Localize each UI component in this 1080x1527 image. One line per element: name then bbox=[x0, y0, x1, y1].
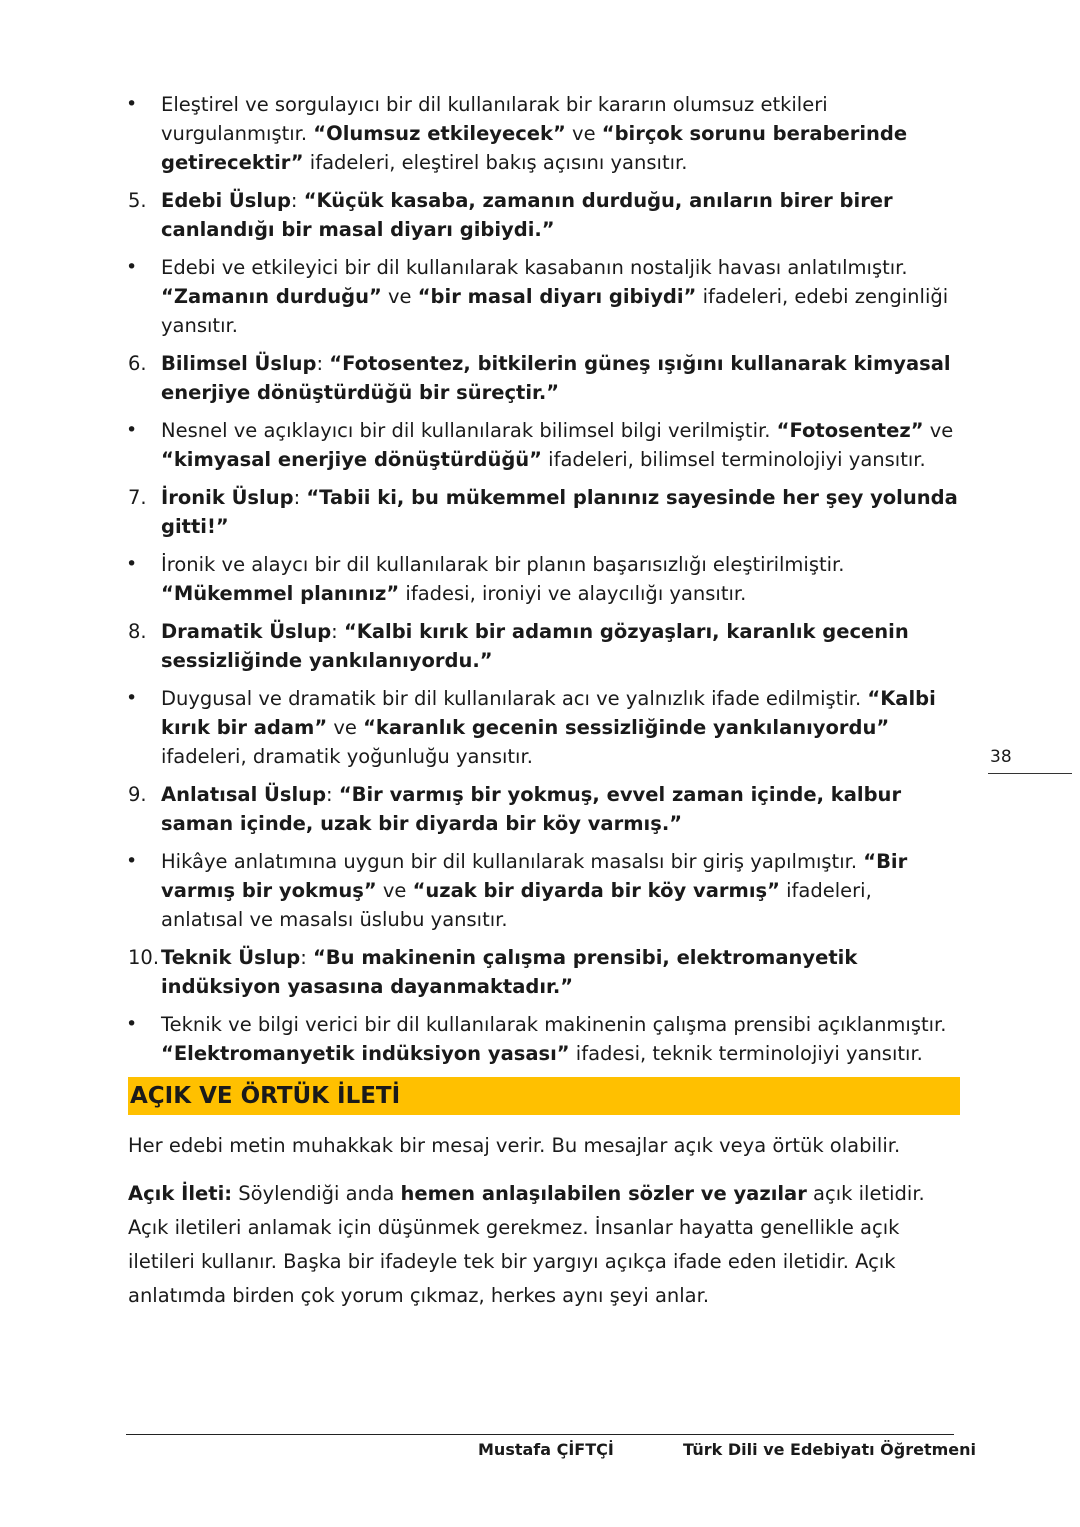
list-number: 7. bbox=[128, 486, 147, 509]
bold-text: “Olumsuz etkileyecek” bbox=[313, 122, 566, 145]
bold-text: “Kalbi kırık bir adamın gözyaşları, karanlık gecenin sessizliğinde yankılanıyordu.” bbox=[161, 620, 909, 672]
text-run: ve bbox=[376, 879, 413, 902]
page-number: 38 bbox=[988, 747, 1072, 774]
text-run: açık iletidir. Açık iletileri anlamak için düşünmek gerekmez. İnsanlar hayatta genellikle açık iletileri kullanır. Başka bir ifadeyle tek bir yargıyı açıkça ifade eden iletidir. Açık anlatımda birden çok yorum çıkmaz, herkes aynı şeyi anlar. bbox=[128, 1182, 925, 1307]
text-run: ifadesi, teknik terminolojiyi yansıtır. bbox=[569, 1042, 923, 1065]
text-run: Edebi ve etkileyici bir dil kullanılarak kasabanın nostaljik havası anlatılmıştır. bbox=[161, 256, 908, 279]
bullet-marker: • bbox=[126, 850, 138, 872]
bold-text: “Tabii ki, bu mükemmel planınız sayesinde her şey yolunda gitti!” bbox=[161, 486, 958, 538]
footer-divider bbox=[126, 1434, 954, 1435]
bold-text: “Bu makinenin çalışma prensibi, elektromanyetik indüksiyon yasasına dayanmaktadır.” bbox=[161, 946, 858, 998]
text-run: : bbox=[326, 783, 339, 806]
section-heading: AÇIK VE ÖRTÜK İLETİ bbox=[128, 1077, 960, 1115]
numbered-item bbox=[128, 617, 960, 675]
numbered-item bbox=[128, 483, 960, 541]
item-text bbox=[161, 687, 936, 768]
item-text bbox=[161, 93, 907, 174]
bold-text: hemen anlaşılabilen sözler ve yazılar bbox=[400, 1182, 807, 1205]
bullet-marker: • bbox=[126, 687, 138, 709]
list-number: 6. bbox=[128, 352, 147, 375]
text-run: : bbox=[290, 189, 304, 212]
bold-text: İronik Üslup bbox=[161, 486, 294, 509]
bullet-item bbox=[128, 253, 960, 340]
text-run: Duygusal ve dramatik bir dil kullanılarak acı ve yalnızlık ifade edilmiştir. bbox=[161, 687, 868, 710]
bold-text: “Elektromanyetik indüksiyon yasası” bbox=[161, 1042, 570, 1065]
footer-title: Türk Dili ve Edebiyatı Öğretmeni bbox=[683, 1440, 976, 1459]
bullet-marker: • bbox=[126, 93, 138, 115]
text-run: ve bbox=[923, 419, 954, 442]
text-run: ifadeleri, anlatısal ve masalsı üslubu yansıtır. bbox=[161, 879, 872, 931]
list-number: 5. bbox=[128, 189, 147, 212]
paragraph bbox=[128, 1129, 960, 1163]
bold-text: Dramatik Üslup bbox=[161, 620, 332, 643]
list-number: 10. bbox=[128, 946, 160, 969]
bullet-marker: • bbox=[126, 256, 138, 278]
text-run: ve bbox=[381, 285, 418, 308]
bold-text: “Kalbi kırık bir adam” bbox=[161, 687, 936, 739]
text-run: : bbox=[300, 946, 313, 969]
item-text bbox=[161, 620, 909, 672]
paragraph bbox=[128, 1177, 960, 1313]
text-run: ifadeleri, edebi zenginliği yansıtır. bbox=[161, 285, 949, 337]
bullet-item bbox=[128, 847, 960, 934]
bullet-marker: • bbox=[126, 553, 138, 575]
item-text bbox=[161, 946, 857, 998]
style-list bbox=[128, 90, 960, 1068]
text-run: ve bbox=[565, 122, 602, 145]
text-run: ifadeleri, eleştirel bakış açısını yansıtır. bbox=[303, 151, 688, 174]
text-run: : bbox=[293, 486, 307, 509]
item-text bbox=[161, 850, 907, 931]
item-text bbox=[161, 352, 951, 404]
bold-text: Teknik Üslup bbox=[161, 946, 301, 969]
bullet-item bbox=[128, 684, 960, 771]
bold-text: Açık İleti: bbox=[128, 1182, 233, 1205]
bullet-item bbox=[128, 1010, 960, 1068]
bold-text: “karanlık gecenin sessizliğinde yankılanıyordu” bbox=[363, 716, 890, 739]
item-text bbox=[161, 189, 893, 241]
item-text bbox=[161, 1013, 946, 1065]
item-text bbox=[161, 256, 948, 337]
numbered-item bbox=[128, 943, 960, 1001]
footer-author: Mustafa ÇİFTÇİ bbox=[478, 1440, 614, 1459]
item-text bbox=[161, 419, 953, 471]
text-run: Eleştirel ve sorgulayıcı bir dil kullanılarak bir kararın olumsuz etkileri vurgulanmıştır. bbox=[161, 93, 828, 145]
text-run: Söylendiği anda bbox=[232, 1182, 401, 1205]
text-run: ifadesi, ironiyi ve alaycılığı yansıtır. bbox=[399, 582, 747, 605]
text-run: Her edebi metin muhakkak bir mesaj verir. Bu mesajlar açık veya örtük olabilir. bbox=[128, 1134, 901, 1157]
item-text bbox=[161, 553, 844, 605]
text-run: : bbox=[316, 352, 330, 375]
text-run: ifadeleri, dramatik yoğunluğu yansıtır. bbox=[161, 745, 533, 768]
document-body bbox=[128, 90, 960, 1313]
bold-text: “Bir varmış bir yokmuş” bbox=[161, 850, 908, 902]
bullet-marker: • bbox=[126, 1013, 138, 1035]
bold-text: “kimyasal enerjiye dönüştürdüğü” bbox=[161, 448, 542, 471]
item-text bbox=[161, 486, 958, 538]
numbered-item bbox=[128, 780, 960, 838]
bold-text: “Fotosentez” bbox=[776, 419, 924, 442]
bold-text: “Bir varmış bir yokmuş, evvel zaman içinde, kalbur saman içinde, uzak bir diyarda bir köy varmış.” bbox=[161, 783, 902, 835]
bold-text: “bir masal diyarı gibiydi” bbox=[417, 285, 697, 308]
item-text bbox=[161, 783, 901, 835]
section-paragraphs bbox=[128, 1129, 960, 1313]
bold-text: “uzak bir diyarda bir köy varmış” bbox=[412, 879, 780, 902]
bold-text: “birçok sorunu beraberinde getirecektir” bbox=[161, 122, 908, 174]
text-run: : bbox=[331, 620, 344, 643]
list-number: 9. bbox=[128, 783, 147, 806]
bullet-item bbox=[128, 416, 960, 474]
text-run: Hikâye anlatımına uygun bir dil kullanılarak masalsı bir giriş yapılmıştır. bbox=[161, 850, 864, 873]
text-run: İronik ve alaycı bir dil kullanılarak bir planın başarısızlığı eleştirilmiştir. bbox=[161, 553, 845, 576]
bullet-item bbox=[128, 550, 960, 608]
numbered-item bbox=[128, 349, 960, 407]
text-run: ve bbox=[327, 716, 364, 739]
text-run: Nesnel ve açıklayıcı bir dil kullanılarak bilimsel bilgi verilmiştir. bbox=[161, 419, 777, 442]
bold-text: “Mükemmel planınız” bbox=[161, 582, 400, 605]
bold-text: Edebi Üslup bbox=[161, 189, 291, 212]
bold-text: “Fotosentez, bitkilerin güneş ışığını kullanarak kimyasal enerjiye dönüştürdüğü bir süreçtir.” bbox=[161, 352, 951, 404]
bullet-marker: • bbox=[126, 419, 138, 441]
numbered-item bbox=[128, 186, 960, 244]
text-run: ifadeleri, bilimsel terminolojiyi yansıtır. bbox=[541, 448, 926, 471]
list-number: 8. bbox=[128, 620, 147, 643]
bold-text: Bilimsel Üslup bbox=[161, 352, 317, 375]
bold-text: “Zamanın durduğu” bbox=[161, 285, 382, 308]
text-run: Teknik ve bilgi verici bir dil kullanılarak makinenin çalışma prensibi açıklanmıştır. bbox=[161, 1013, 947, 1036]
bullet-item bbox=[128, 90, 960, 177]
bold-text: Anlatısal Üslup bbox=[161, 783, 327, 806]
bold-text: “Küçük kasaba, zamanın durduğu, anıların birer birer canlandığı bir masal diyarı gibiydi.” bbox=[161, 189, 893, 241]
